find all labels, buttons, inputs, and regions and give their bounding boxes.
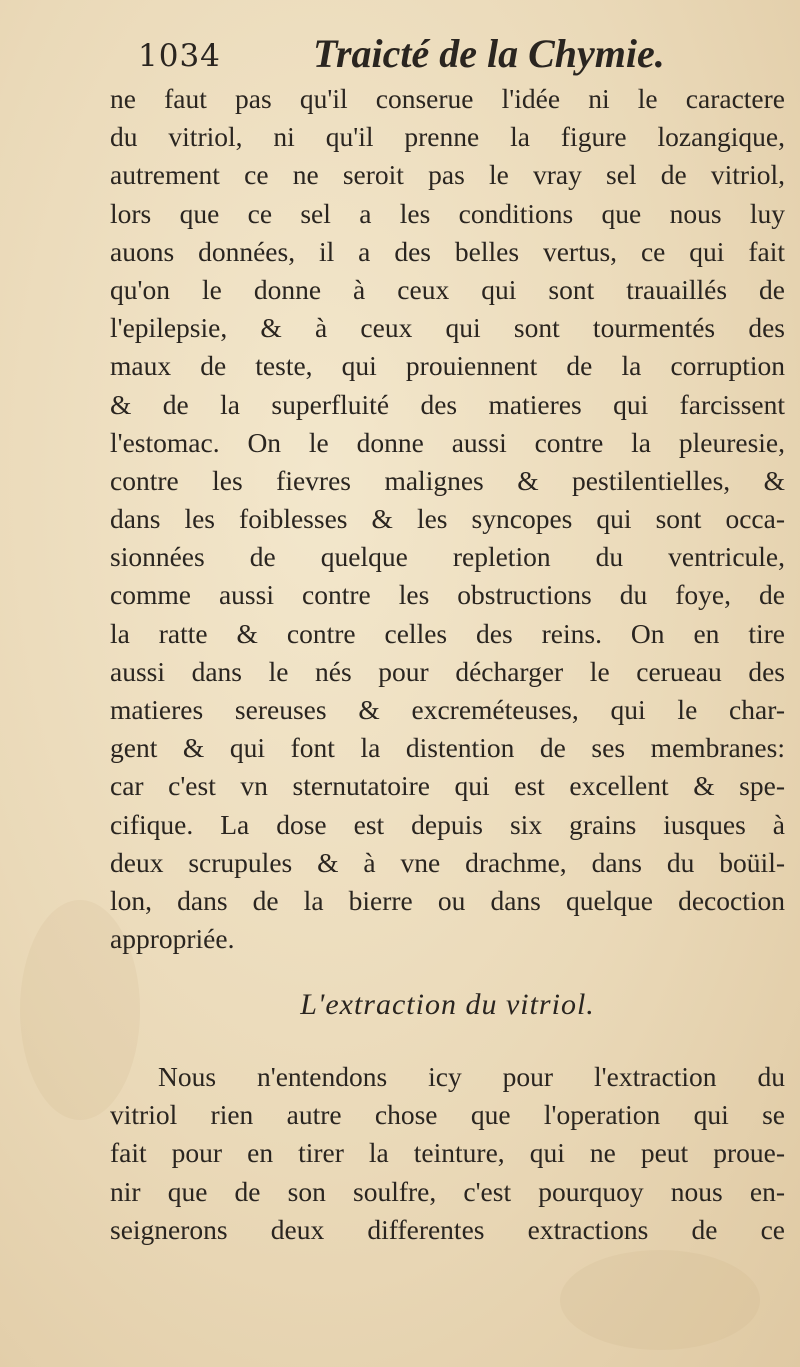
page-number: 1034 xyxy=(138,38,221,74)
text-line: seignerons deux differentes extractions de ce xyxy=(110,1213,785,1245)
running-head xyxy=(138,30,698,82)
paragraph-2 xyxy=(110,1058,785,1249)
text-line: aussi dans le nés pour décharger le cerueau des xyxy=(110,655,785,687)
text-line: contre les fievres malignes & pestilentielles, & xyxy=(110,464,785,496)
text-line: lon, dans de la bierre ou dans quelque decoction xyxy=(110,884,785,916)
text-line: du vitriol, ni qu'il prenne la figure lozangique, xyxy=(110,121,785,153)
text-line: matieres sereuses & excreméteuses, qui le char- xyxy=(110,694,785,725)
running-title: Traicté de la Chymie. xyxy=(313,31,665,76)
paragraph-1 xyxy=(110,80,785,958)
text-line: gent & qui font la distention de ses membranes: xyxy=(110,732,785,764)
text-line: appropriée. xyxy=(110,923,235,955)
text-line: l'estomac. On le donne aussi contre la pleuresie, xyxy=(110,426,785,458)
section-heading: L'extraction du vitriol. xyxy=(300,988,595,1021)
paper-stain xyxy=(560,1250,760,1350)
text-line: maux de teste, qui prouiennent de la corruption xyxy=(110,350,785,382)
text-line: fait pour en tirer la teinture, qui ne peut proue- xyxy=(110,1137,785,1169)
text-line: la ratte & contre celles des reins. On en tire xyxy=(110,617,785,649)
text-line: sionnées de quelque repletion du ventricule, xyxy=(110,541,785,573)
text-line: dans les foiblesses & les syncopes qui sont occa- xyxy=(110,503,785,535)
text-line: vitriol rien autre chose que l'operation qui se xyxy=(110,1099,785,1131)
text-line: comme aussi contre les obstructions du foye, de xyxy=(110,579,785,611)
text-line: auons données, il a des belles vertus, ce qui fait xyxy=(110,235,785,267)
text-line: l'epilepsie, & à ceux qui sont tourmentés des xyxy=(110,312,785,344)
text-line: Nous n'entendons icy pour l'extraction du xyxy=(158,1061,785,1092)
text-line: qu'on le donne à ceux qui sont trauaillés de xyxy=(110,273,785,305)
text-line: lors que ce sel a les conditions que nous luy xyxy=(110,197,785,229)
text-line: autrement ce ne seroit pas le vray sel de vitriol, xyxy=(110,159,785,191)
text-line: cifique. La dose est depuis six grains iusques à xyxy=(110,808,785,840)
text-line: nir que de son soulfre, c'est pourquoy nous en- xyxy=(110,1175,785,1207)
text-line: ne faut pas qu'il conserue l'idée ni le caractere xyxy=(110,83,785,114)
text-line: deux scrupules & à vne drachme, dans du boüil- xyxy=(110,846,785,878)
text-line: & de la superfluité des matieres qui farcissent xyxy=(110,388,785,420)
text-line: car c'est vn sternutatoire qui est excellent & spe- xyxy=(110,770,785,802)
